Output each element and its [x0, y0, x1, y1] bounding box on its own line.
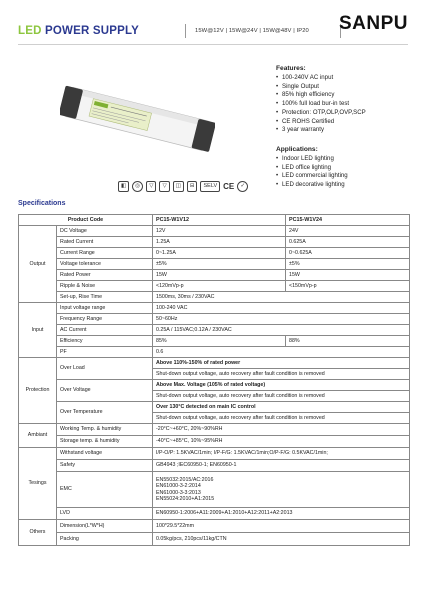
- application-item: • Indoor LED lighting: [276, 155, 416, 164]
- table-row: [19, 460, 410, 472]
- row-label: Safety: [57, 460, 153, 472]
- group-testings: Tesings: [19, 448, 57, 520]
- feature-item: • 3 year warranty: [276, 126, 416, 135]
- table-row: [19, 347, 410, 358]
- table-row: [19, 472, 410, 508]
- header-model-2: PC15-W1V24: [286, 215, 410, 226]
- cell-value: [153, 472, 410, 508]
- emc-standard: EN61000-3-3:2013: [156, 489, 201, 496]
- cell-value: 85%: [153, 336, 286, 347]
- table-row: [19, 270, 410, 281]
- group-input: Input: [19, 303, 57, 358]
- cert-mark-icon: ◧: [118, 181, 129, 192]
- cell-value: Shut-down output voltage, auto recovery after fault condition is removed: [153, 413, 410, 424]
- cell-value: 50~60Hz: [153, 314, 410, 325]
- row-label: DC Voltage: [57, 226, 153, 237]
- row-label: PF: [57, 347, 153, 358]
- cell-value: I/P-O/P: 1.5KVAC/1min; I/P-F/G: 1.5KVAC/1min;O/P-F/G: 0.5KVAC/1min;: [153, 448, 410, 460]
- cell-value: ±5%: [153, 259, 286, 270]
- group-ambient: Ambiant: [19, 424, 57, 448]
- cell-value: 88%: [286, 336, 410, 347]
- table-row: [19, 520, 410, 533]
- table-row: [19, 448, 410, 460]
- applications-section: [276, 146, 416, 190]
- cell-value: Above Max. Voltage (105% of rated voltage): [153, 380, 410, 391]
- row-label: Voltage tolerance: [57, 259, 153, 270]
- cert-mark-icon: ⊟: [187, 181, 198, 192]
- table-row: [19, 314, 410, 325]
- rohs-mark-icon: ✓: [237, 181, 248, 192]
- cell-value: ±5%: [286, 259, 410, 270]
- cert-mark-icon: ▽: [146, 181, 156, 192]
- cell-value: 0.25A / 115VAC;0.12A / 230VAC: [153, 325, 410, 336]
- row-label: Rated Power: [57, 270, 153, 281]
- specifications-heading: Specifications: [18, 200, 66, 207]
- row-label: Set-up, Rise Time: [57, 292, 153, 303]
- feature-item: • 85% high efficiency: [276, 91, 416, 100]
- cell-value: 1.25A: [153, 237, 286, 248]
- cell-value: 0~0.625A: [286, 248, 410, 259]
- cell-value: -20°C~+60°C, 20%~90%RH: [153, 424, 410, 436]
- row-label: Working Temp. & humidity: [57, 424, 153, 436]
- table-header-row: [19, 215, 410, 226]
- row-label: Frequency Range: [57, 314, 153, 325]
- feature-item: • Protection: OTP,OLP,OVP,SCP: [276, 109, 416, 118]
- header-product-code: Product Code: [19, 215, 153, 226]
- applications-heading: Applications:: [276, 146, 318, 153]
- product-image: [60, 72, 215, 164]
- row-label: Current Range: [57, 248, 153, 259]
- cell-value: 12V: [153, 226, 286, 237]
- cert-mark-icon: ▽: [159, 181, 169, 192]
- table-row: [19, 226, 410, 237]
- table-row: [19, 358, 410, 369]
- cell-value: EN60950-1:2006+A11:2009+A1:2010+A12:2011+A2:2013: [153, 508, 410, 520]
- application-item: • LED decorative lighting: [276, 181, 416, 190]
- brand-logo: SANPU: [338, 13, 408, 34]
- table-row: [19, 380, 410, 391]
- table-row: [19, 336, 410, 347]
- feature-item: • 100-240V AC input: [276, 74, 416, 83]
- header-model-1: PC15-W1V12: [153, 215, 286, 226]
- application-item: • LED commercial lighting: [276, 172, 416, 181]
- cell-value: GB4943 ;IEC60950-1; EN60950-1: [153, 460, 410, 472]
- specifications-table: [18, 214, 410, 546]
- cell-value: <120mVp-p: [153, 281, 286, 292]
- row-label: AC Current: [57, 325, 153, 336]
- row-label: Storage temp. & humidity: [57, 436, 153, 448]
- page-header: [18, 12, 408, 45]
- emc-standard: EN55032:2015/AC:2016: [156, 477, 214, 484]
- cell-value: 0.625A: [286, 237, 410, 248]
- page-title: [18, 25, 139, 37]
- row-label: Dimension(L*W*H): [57, 520, 153, 533]
- table-row: [19, 248, 410, 259]
- row-label: Withstand voltage: [57, 448, 153, 460]
- selv-mark: SELV: [200, 181, 220, 192]
- cell-value: 100-240 VAC: [153, 303, 410, 314]
- cell-value: 0.05kg/pcs, 210pcs/11kg/CTN: [153, 533, 410, 546]
- group-others: Others: [19, 520, 57, 546]
- row-label: Over Temperature: [57, 402, 153, 424]
- row-label: LVD: [57, 508, 153, 520]
- cell-value: Shut-down output voltage, auto recovery after fault condition is removed: [153, 369, 410, 380]
- cell-value: 0~1.25A: [153, 248, 286, 259]
- cell-value: 0.6: [153, 347, 410, 358]
- cell-value: 15W: [153, 270, 286, 281]
- cell-value: 24V: [286, 226, 410, 237]
- group-output: Output: [19, 226, 57, 303]
- row-label: Over Load: [57, 358, 153, 380]
- cell-value: 100*29.5*22mm: [153, 520, 410, 533]
- table-row: [19, 533, 410, 546]
- row-label: Input voltage range: [57, 303, 153, 314]
- certification-marks: [118, 181, 248, 192]
- row-label: Rated Current: [57, 237, 153, 248]
- cell-value: 1500ms, 30ms / 230VAC: [153, 292, 410, 303]
- table-row: [19, 237, 410, 248]
- group-protection: Protection: [19, 358, 57, 424]
- table-row: [19, 303, 410, 314]
- row-label: Over Voltage: [57, 380, 153, 402]
- cert-mark-icon: ◫: [173, 181, 184, 192]
- row-label: Ripple & Noise: [57, 281, 153, 292]
- feature-item: • 100% full load bur-in test: [276, 100, 416, 109]
- row-label: EMC: [57, 472, 153, 508]
- table-row: [19, 292, 410, 303]
- ce-mark: CE: [223, 182, 235, 191]
- feature-item: • Single Output: [276, 83, 416, 92]
- title-power-supply: POWER SUPPLY: [45, 25, 140, 37]
- cell-value: Above 110%-150% of rated power: [153, 358, 410, 369]
- table-row: [19, 281, 410, 292]
- cell-value: Over 130°C detected on main IC control: [153, 402, 410, 413]
- features-section: [276, 65, 416, 135]
- cell-value: Shut-down output voltage, auto recovery after fault condition is removed: [153, 391, 410, 402]
- cell-value: -40°C~+85°C, 10%~95%RH: [153, 436, 410, 448]
- table-row: [19, 424, 410, 436]
- row-label: Efficiency: [57, 336, 153, 347]
- table-row: [19, 259, 410, 270]
- row-label: Packing: [57, 533, 153, 546]
- table-row: [19, 325, 410, 336]
- emc-standard: EN61000-3-2:2014: [156, 483, 201, 490]
- cell-value: 15W: [286, 270, 410, 281]
- cert-mark-icon: ◎: [132, 181, 143, 192]
- application-item: • LED office lighting: [276, 164, 416, 173]
- variants-line: 15W@12V | 15W@24V | 15W@48V | IP20: [195, 28, 309, 34]
- header-divider: [185, 24, 186, 38]
- title-led: LED: [18, 25, 42, 37]
- features-heading: Features:: [276, 65, 306, 72]
- emc-standard: EN55024:2010+A1:2015: [156, 495, 215, 502]
- table-row: [19, 436, 410, 448]
- cell-value: <150mVp-p: [286, 281, 410, 292]
- table-row: [19, 508, 410, 520]
- table-row: [19, 402, 410, 413]
- feature-item: • CE ROHS Certified: [276, 118, 416, 127]
